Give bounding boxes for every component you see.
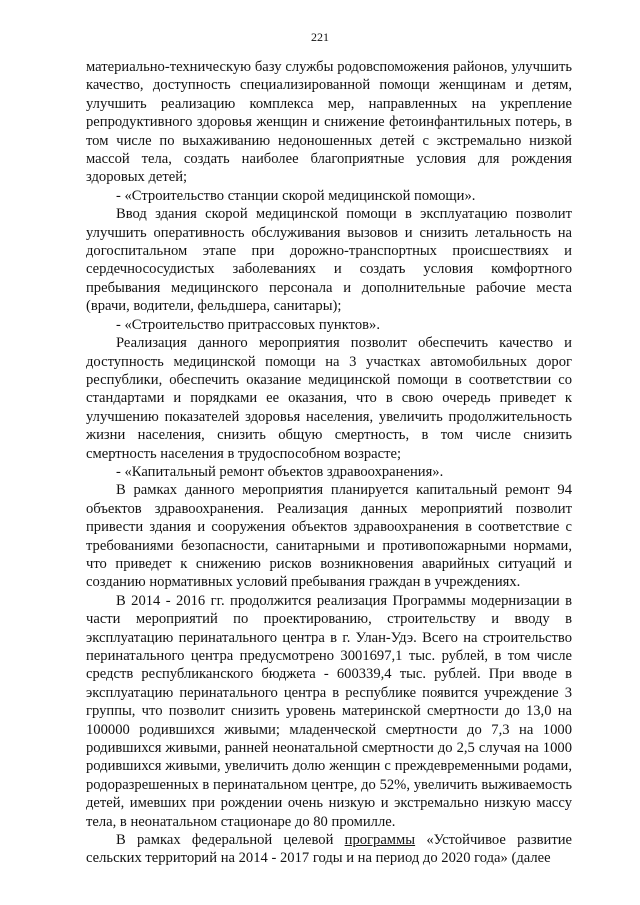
document-body <box>86 58 572 868</box>
paragraph-ambulance: Ввод здания скорой медицинской помощи в эксплуатацию позволит улучшить оперативность обслуживания вызовов и снизить летальность на догоспитальном этапе при дорожно-транспортных происшествиях и сердечнососудистых заболеваниях и создать условия комфортного пребывания медицинского персонала и дополнительные рабочие места (врачи, водители, фельдшера, санитары); <box>86 206 572 315</box>
paragraph-capital-repair: В рамках данного мероприятия планируется капитальный ремонт 94 объектов здравоохранения. Реализация данных мероприятий позволит привести здания и сооружения объектов здравоохранения в соответствие с требованиями безопасности, санитарными и противопожарными нормами, что приведет к снижению рисков возникновения аварийных ситуаций и созданию нормативных условий пребывания граждан в учреждениях. <box>86 482 572 591</box>
list-item-roadside-points: - «Строительство притрассовых пунктов». <box>116 316 380 333</box>
paragraph-continuation: материально-техническую базу службы родовспоможения районов, улучшить качество, доступность специализированной помощи женщинам и детям, улучшить реализацию комплекса мер, направленных на укрепление репродуктивного здоровья женщин и снижение фетоинфантильных потерь, в том числе по выхаживанию недоношенных детей с экстремально низкой массой тела, создать наиболее благоприятные условия для рождения здоровых детей; <box>86 59 572 186</box>
paragraph-roadside-points: Реализация данного мероприятия позволит обеспечить качество и доступность медицинской помощи на 3 участках автомобильных дорог республики, обеспечить оказание медицинской помощи в соответствии со стандартами и порядками ее оказания, что в свою очередь приведет к улучшению показателей здоровья населения, увеличить продолжительность жизни населения, снизить общую смертность, в том числе снизить смертность населения в трудоспособном возрасте; <box>86 335 572 462</box>
paragraph-federal-program <box>86 831 572 868</box>
paragraph-perinatal-center: В 2014 - 2016 гг. продолжится реализация Программы модернизации в части мероприятий по проектированию, строительству и вводу в эксплуатацию перинатального центра в г. Улан-Удэ. Всего на строительство перинатального центра предусмотрено 3001697,1 тыс. рублей, в том числе средств республиканского бюджета - 600339,4 тыс. рублей. При вводе в эксплуатацию перинатального центра в республике появится учреждение 3 группы, что позволит снизить уровень материнской смертности до 13,0 на 100000 родившихся живыми; младенческой смертности до 7,3 на 1000 родившихся живыми, ранней неонатальной смертности до 2,5 случая на 1000 родившихся живыми, увеличить долю женщин с преждевременными родами, родоразрешенных в перинатальном центре, до 52%, увеличить выживаемость детей, имевших при рождении очень низкую и экстремально низкую массу тела, в неонатальном стационаре до 80 промилле. <box>86 592 572 830</box>
list-item-ambulance-station: - «Строительство станции скорой медицинской помощи». <box>116 187 476 204</box>
list-item-capital-repair: - «Капитальный ремонт объектов здравоохранения». <box>116 463 444 480</box>
federal-program-suffix: «Устойчивое развитие сельских территорий на 2014 - 2017 годы и на период до 2020 года» (далее <box>86 832 572 867</box>
page-number: 221 <box>311 30 329 44</box>
federal-program-prefix: В рамках федеральной целевой <box>116 832 345 849</box>
program-link[interactable]: программы <box>344 832 416 849</box>
